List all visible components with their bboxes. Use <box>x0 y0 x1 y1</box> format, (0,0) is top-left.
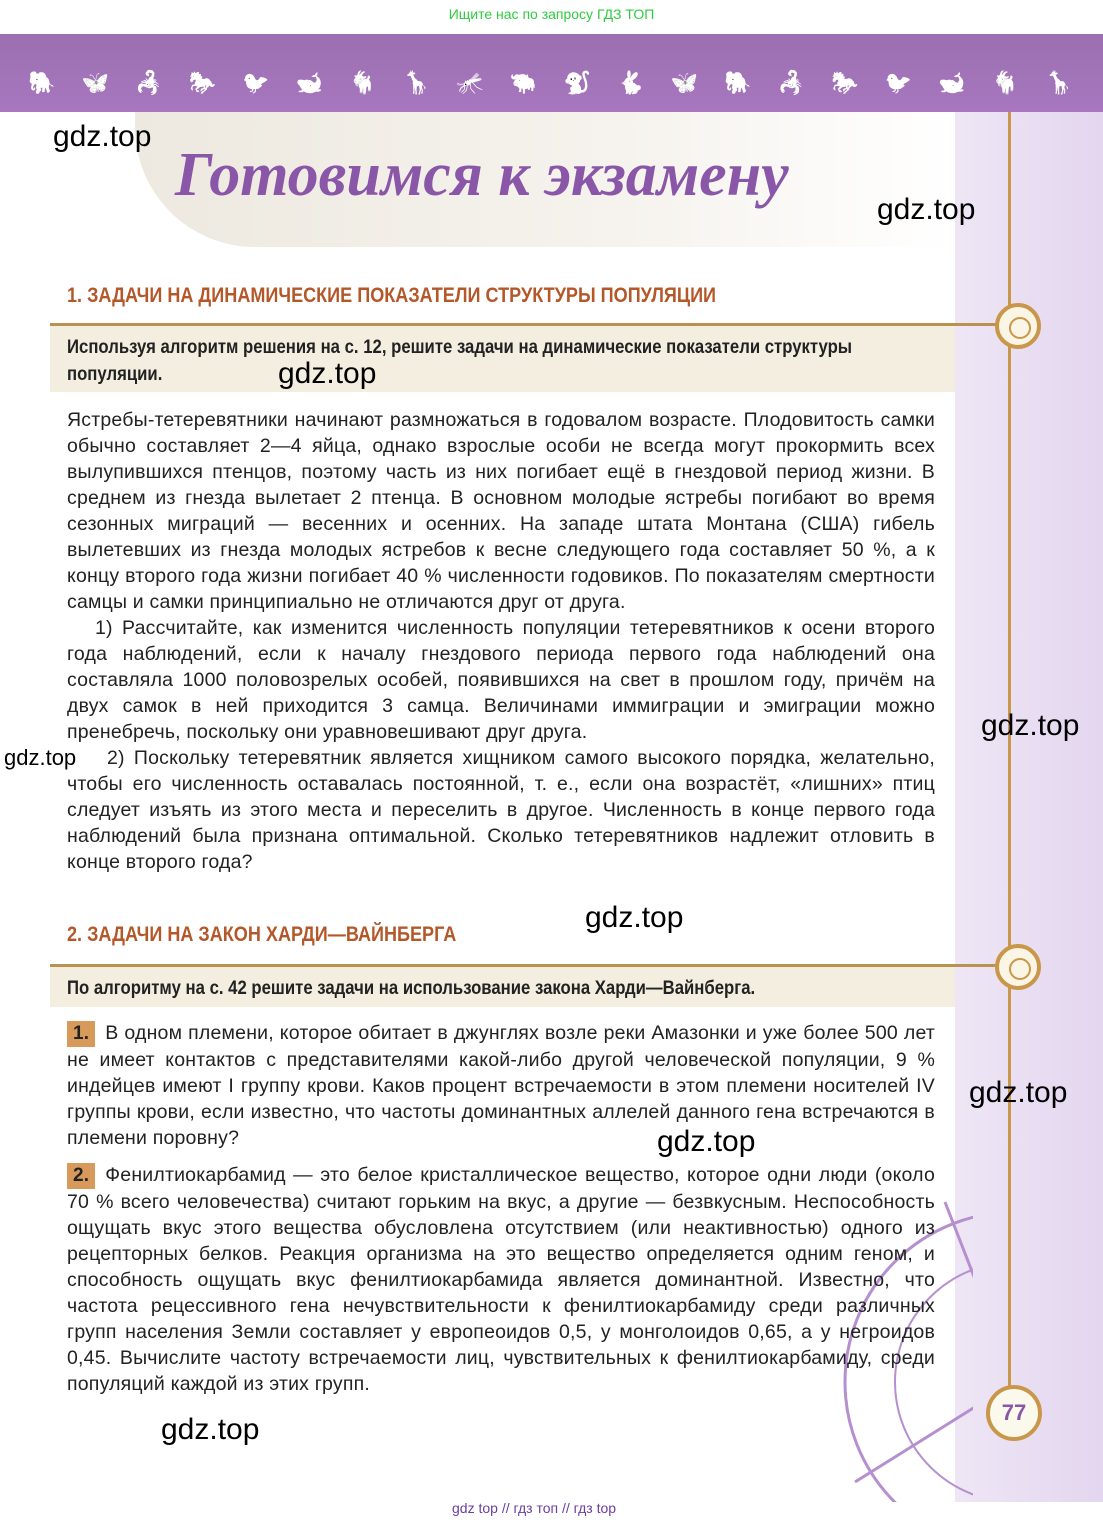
animal-silhouette-icon: 🐘 <box>28 70 56 95</box>
watermark: gdz.top <box>585 901 684 934</box>
watermark: gdz.top <box>969 1076 1068 1109</box>
watermark: gdz.top <box>53 120 152 153</box>
animal-silhouette-icon: 🐘 <box>724 70 752 95</box>
watermark: gdz.top <box>981 709 1080 742</box>
animal-silhouette-icon: 🐐 <box>991 70 1020 95</box>
footer-text: gdz top // гдз топ // гдз top <box>452 1500 617 1516</box>
watermark: gdz.top <box>278 357 377 390</box>
question-2: 2) Поскольку тетеревятник является хищником самого высокого порядка, желательно, чтобы его численность оставалась постоянной, т. е., если она возрастёт, «лишних» птиц следует изъять из этого места и переселить в другое. Численность в конце первого года наблюдений была признана оптимальной. Сколько тетеревятников надлежит отловить в конце второго года? <box>67 747 935 873</box>
page-title: Готовимся к экзамену <box>175 141 789 209</box>
animal-silhouette-icon: 🦟 <box>456 70 484 95</box>
animal-silhouette-icon: 🐦 <box>884 70 913 95</box>
animal-silhouette-icon: 🐎 <box>831 70 859 95</box>
animal-silhouette-icon: 🦋 <box>81 70 109 95</box>
problem-text: Фенилтиокарбамид — это белое кристаллическое вещество, которое одни люди (около 70 % всего человечества) считают горьким на вкус, а другие — безвкусным. Неспособность ощущать вкус этого вещества обусловлена отсутствием (или неактивностью) одного из рецепторных белков. Реакция организма на это вещество определяется одним геном, и способность ощущать вкус фенилтиокарбамида является доминантной. Известно, что частота рецессивного гена нечувствительности к фенилтиокарбамиду среди различных групп населения Земли составляет у европеоидов 0,5, у монголоидов 0,65, а у негроидов 0,45. Вычислите частоту встречаемости лиц, чувствительных к фенилтиокарбамиду, среди популяций каждой из этих групп. <box>67 1164 935 1395</box>
animal-icons-row <box>28 70 1073 96</box>
question-1: 1) Рассчитайте, как изменится численность популяции тетеревятников к осени второго года наблюдений, если к началу гнездового периода первого года наблюдений она составляла 1000 половозрелых особей, появившихся на свет в прошлом году, причём на двух самок в ней приходится 3 самца. Величинами иммиграции и эмиграции можно пренебречь, поскольку они уравновешивают друг друга. <box>67 617 935 743</box>
problem-text: В одном племени, которое обитает в джунглях возле реки Амазонки и уже более 500 лет не имеет контактов с представителями какой-либо другой человеческой популяции, 9 % индейцев имеют I группу крови. Каков процент встречаемости в этом племени носителей IV группы крови, если известно, что частоты доминантных аллелей данного гена встречаются в племени поровну? <box>67 1022 935 1149</box>
animal-silhouette-icon: 🦒 <box>402 70 431 95</box>
animal-silhouette-icon: 🦒 <box>1045 70 1073 95</box>
animal-silhouette-icon: 🐃 <box>509 70 538 95</box>
problem-number: 2. <box>67 1163 95 1189</box>
animal-silhouette-icon: 🐒 <box>563 70 591 95</box>
section2-heading: 2. ЗАДАЧИ НА ЗАКОН ХАРДИ—ВАЙНБЕРГА <box>67 923 457 946</box>
top-note: Ищите нас по запросу ГДЗ ТОП <box>448 6 655 22</box>
animal-silhouette-icon: 🐇 <box>617 70 645 95</box>
animal-silhouette-icon: 🐋 <box>295 70 324 95</box>
watermark: gdz.top <box>657 1125 756 1158</box>
section1-heading: 1. ЗАДАЧИ НА ДИНАМИЧЕСКИЕ ПОКАЗАТЕЛИ СТРУКТУРЫ ПОПУЛЯЦИИ <box>67 284 717 307</box>
animal-silhouette-icon: 🦂 <box>135 70 163 95</box>
page-number: 77 <box>986 1385 1042 1441</box>
problem-number: 1. <box>67 1021 95 1047</box>
animal-silhouette-icon: 🦂 <box>777 70 806 95</box>
animal-silhouette-icon: 🐋 <box>938 70 966 95</box>
section2-task: По алгоритму на с. 42 решите задачи на использование закона Харди—Вайнберга. <box>50 967 955 1007</box>
watermark: gdz.top <box>4 745 77 770</box>
animal-silhouette-icon: 🐦 <box>242 70 270 95</box>
spiral-icon <box>995 944 1041 990</box>
animal-silhouette-icon: 🐎 <box>188 70 217 95</box>
problem-2 <box>67 1162 935 1397</box>
animal-silhouette-icon: 🦋 <box>670 70 698 95</box>
watermark: gdz.top <box>877 193 976 226</box>
paragraph: Ястребы-тетеревятники начинают размножаться в годовалом возрасте. Плодовитость самки обычно составляет 2—4 яйца, однако взрослые особи не всегда могут прокормить всех вылупившихся птенцов, поэтому часть из них погибает ещё в гнездовой период жизни. В среднем из гнезда вылетает 2 птенца. В основном молодые ястребы погибают во время сезонных миграций — весенних и осенних. На западе штата Монтана (США) гибель вылетевших из гнезда молодых ястребов к весне следующего года составляет 50 %, а к концу второго года жизни погибает 40 % численности годовиков. По показателям смертности самцы и самки принципиально не отличаются друг от друга. <box>67 409 935 613</box>
watermark: gdz.top <box>161 1413 260 1446</box>
section1-task: Используя алгоритм решения на с. 12, решите задачи на динамические показатели структуры популяции. <box>50 326 955 392</box>
spiral-icon <box>995 303 1041 349</box>
problem-1 <box>67 1020 935 1151</box>
section1-text <box>67 407 935 875</box>
animal-silhouette-icon: 🐐 <box>349 70 377 95</box>
